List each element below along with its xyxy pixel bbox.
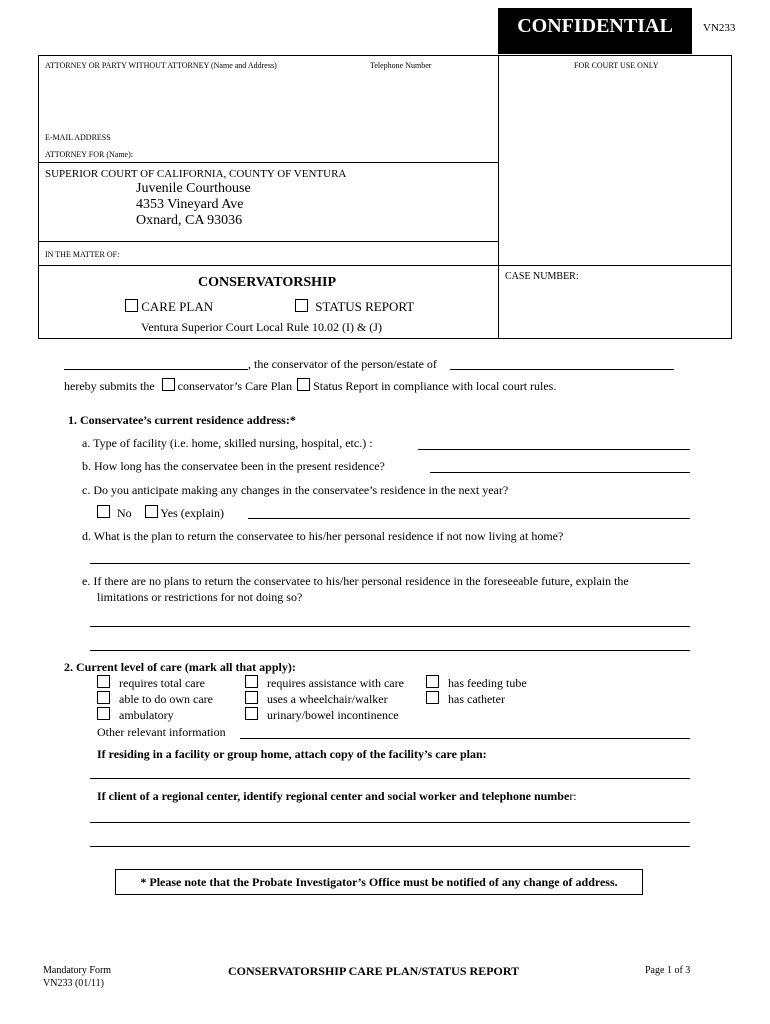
mandatory-form-label: Mandatory Form bbox=[43, 965, 112, 976]
status-report-option bbox=[295, 299, 414, 315]
no-checkbox[interactable] bbox=[97, 505, 110, 518]
question-a: a. Type of facility (i.e. home, skilled nursing, hospital, etc.) : bbox=[82, 436, 373, 450]
attorney-label: ATTORNEY OR PARTY WITHOUT ATTORNEY (Name and Address) bbox=[45, 61, 277, 70]
care-col3 bbox=[426, 675, 527, 707]
local-rule: Ventura Superior Court Local Rule 10.02 (I) & (J) bbox=[141, 320, 382, 334]
intro-care-plan-checkbox[interactable] bbox=[162, 378, 175, 391]
assistance-label: requires assistance with care bbox=[267, 676, 404, 690]
other-info-label: Other relevant information bbox=[97, 725, 226, 739]
case-title: CONSERVATORSHIP bbox=[198, 275, 336, 290]
care-option-total bbox=[97, 675, 213, 691]
header-divider-2 bbox=[38, 241, 498, 242]
attorney-for-label: ATTORNEY FOR (Name): bbox=[45, 150, 133, 159]
ambulatory-checkbox[interactable] bbox=[97, 707, 110, 720]
question-d: d. What is the plan to return the conservatee to his/her personal residence if not now living at home? bbox=[82, 529, 564, 543]
court-use-label: FOR COURT USE ONLY bbox=[574, 61, 659, 70]
regional-center-note-bold: If client of a regional center, identify regional center and social worker and telephone numbe bbox=[97, 789, 570, 803]
facility-note-line[interactable] bbox=[90, 778, 690, 779]
catheter-checkbox[interactable] bbox=[426, 691, 439, 704]
case-number-label: CASE NUMBER: bbox=[505, 271, 579, 282]
question-b: b. How long has the conservatee been in the present residence? bbox=[82, 459, 385, 473]
care-col1 bbox=[97, 675, 213, 723]
intro-submits-line bbox=[64, 378, 556, 394]
return-plan-line[interactable] bbox=[90, 563, 690, 564]
care-option-catheter bbox=[426, 691, 527, 707]
matter-label: IN THE MATTER OF: bbox=[45, 250, 120, 259]
intro-conservator-text: , the conservator of the person/estate of bbox=[248, 357, 437, 371]
yes-label: Yes (explain) bbox=[160, 506, 225, 520]
incontinence-checkbox[interactable] bbox=[245, 707, 258, 720]
regional-center-note bbox=[97, 789, 577, 804]
feeding-tube-checkbox[interactable] bbox=[426, 675, 439, 688]
court-address-line2: 4353 Vineyard Ave bbox=[136, 197, 244, 212]
court-use-area bbox=[502, 72, 728, 262]
page-number: Page 1 of 3 bbox=[645, 965, 691, 976]
telephone-label: Telephone Number bbox=[370, 61, 432, 70]
form-code: VN233 bbox=[703, 22, 736, 34]
attorney-field[interactable] bbox=[42, 72, 492, 128]
wheelchair-label: uses a wheelchair/walker bbox=[267, 692, 388, 706]
wheelchair-checkbox[interactable] bbox=[245, 691, 258, 704]
no-label: No bbox=[117, 506, 132, 520]
care-plan-label: CARE PLAN bbox=[141, 299, 214, 314]
regional-center-line-2[interactable] bbox=[90, 846, 690, 847]
status-report-checkbox[interactable] bbox=[295, 299, 308, 312]
care-plan-checkbox[interactable] bbox=[125, 299, 138, 312]
address-change-notice: * Please note that the Probate Investigator’s Office must be notified of any change of address. bbox=[140, 875, 618, 889]
header-divider-vertical bbox=[498, 55, 499, 339]
footer-title: CONSERVATORSHIP CARE PLAN/STATUS REPORT bbox=[228, 964, 520, 978]
section2-heading: 2. Current level of care (mark all that apply): bbox=[64, 660, 296, 674]
facility-type-line[interactable] bbox=[418, 449, 690, 450]
residence-change-options bbox=[97, 505, 224, 521]
question-e-line1: e. If there are no plans to return the conservatee to his/her personal residence in the foreseeable future, explain the bbox=[82, 574, 629, 588]
own-care-checkbox[interactable] bbox=[97, 691, 110, 704]
incontinence-label: urinary/bowel incontinence bbox=[267, 708, 399, 722]
status-report-label: STATUS REPORT bbox=[315, 299, 415, 314]
court-name: SUPERIOR COURT OF CALIFORNIA, COUNTY OF VENTURA bbox=[45, 168, 347, 180]
header-divider-3 bbox=[38, 265, 732, 266]
residence-duration-line[interactable] bbox=[430, 472, 690, 473]
regional-center-note-tail: r: bbox=[569, 789, 577, 803]
email-label: E-MAIL ADDRESS bbox=[45, 133, 111, 142]
care-option-incontinence bbox=[245, 707, 404, 723]
care-col2 bbox=[245, 675, 404, 723]
catheter-label: has catheter bbox=[448, 692, 505, 706]
court-address-line3: Oxnard, CA 93036 bbox=[136, 213, 243, 228]
intro-status-report-label: Status Report in compliance with local court rules. bbox=[313, 379, 557, 393]
total-care-label: requires total care bbox=[119, 676, 205, 690]
care-option-own bbox=[97, 691, 213, 707]
question-c: c. Do you anticipate making any changes in the conservatee’s residence in the next year? bbox=[82, 483, 509, 497]
header-divider-1 bbox=[38, 162, 498, 163]
care-option-assistance bbox=[245, 675, 404, 691]
confidential-label: CONFIDENTIAL bbox=[517, 15, 673, 37]
regional-center-line-1[interactable] bbox=[90, 822, 690, 823]
yes-checkbox[interactable] bbox=[145, 505, 158, 518]
limitations-line-2[interactable] bbox=[90, 650, 690, 651]
feeding-tube-label: has feeding tube bbox=[448, 676, 527, 690]
facility-note: If residing in a facility or group home, attach copy of the facility’s care plan: bbox=[97, 747, 487, 761]
conservator-name-line[interactable] bbox=[64, 369, 248, 370]
care-option-ambulatory bbox=[97, 707, 213, 723]
care-option-wheelchair bbox=[245, 691, 404, 707]
limitations-line-1[interactable] bbox=[90, 626, 690, 627]
question-e-line2: limitations or restrictions for not doing so? bbox=[97, 590, 303, 604]
own-care-label: able to do own care bbox=[119, 692, 213, 706]
conservatee-name-line[interactable] bbox=[450, 369, 674, 370]
hereby-submits-text: hereby submits the bbox=[64, 379, 155, 393]
intro-care-plan-label: conservator’s Care Plan bbox=[177, 379, 293, 393]
section1-heading: 1. Conservatee’s current residence address:* bbox=[68, 413, 296, 427]
form-revision: VN233 (01/11) bbox=[43, 978, 105, 989]
ambulatory-label: ambulatory bbox=[119, 708, 174, 722]
court-address-line1: Juvenile Courthouse bbox=[136, 181, 251, 196]
assistance-checkbox[interactable] bbox=[245, 675, 258, 688]
care-option-feeding-tube bbox=[426, 675, 527, 691]
total-care-checkbox[interactable] bbox=[97, 675, 110, 688]
other-info-line[interactable] bbox=[240, 738, 690, 739]
residence-change-explain-line[interactable] bbox=[248, 518, 690, 519]
intro-status-report-checkbox[interactable] bbox=[297, 378, 310, 391]
care-plan-option bbox=[125, 299, 213, 315]
